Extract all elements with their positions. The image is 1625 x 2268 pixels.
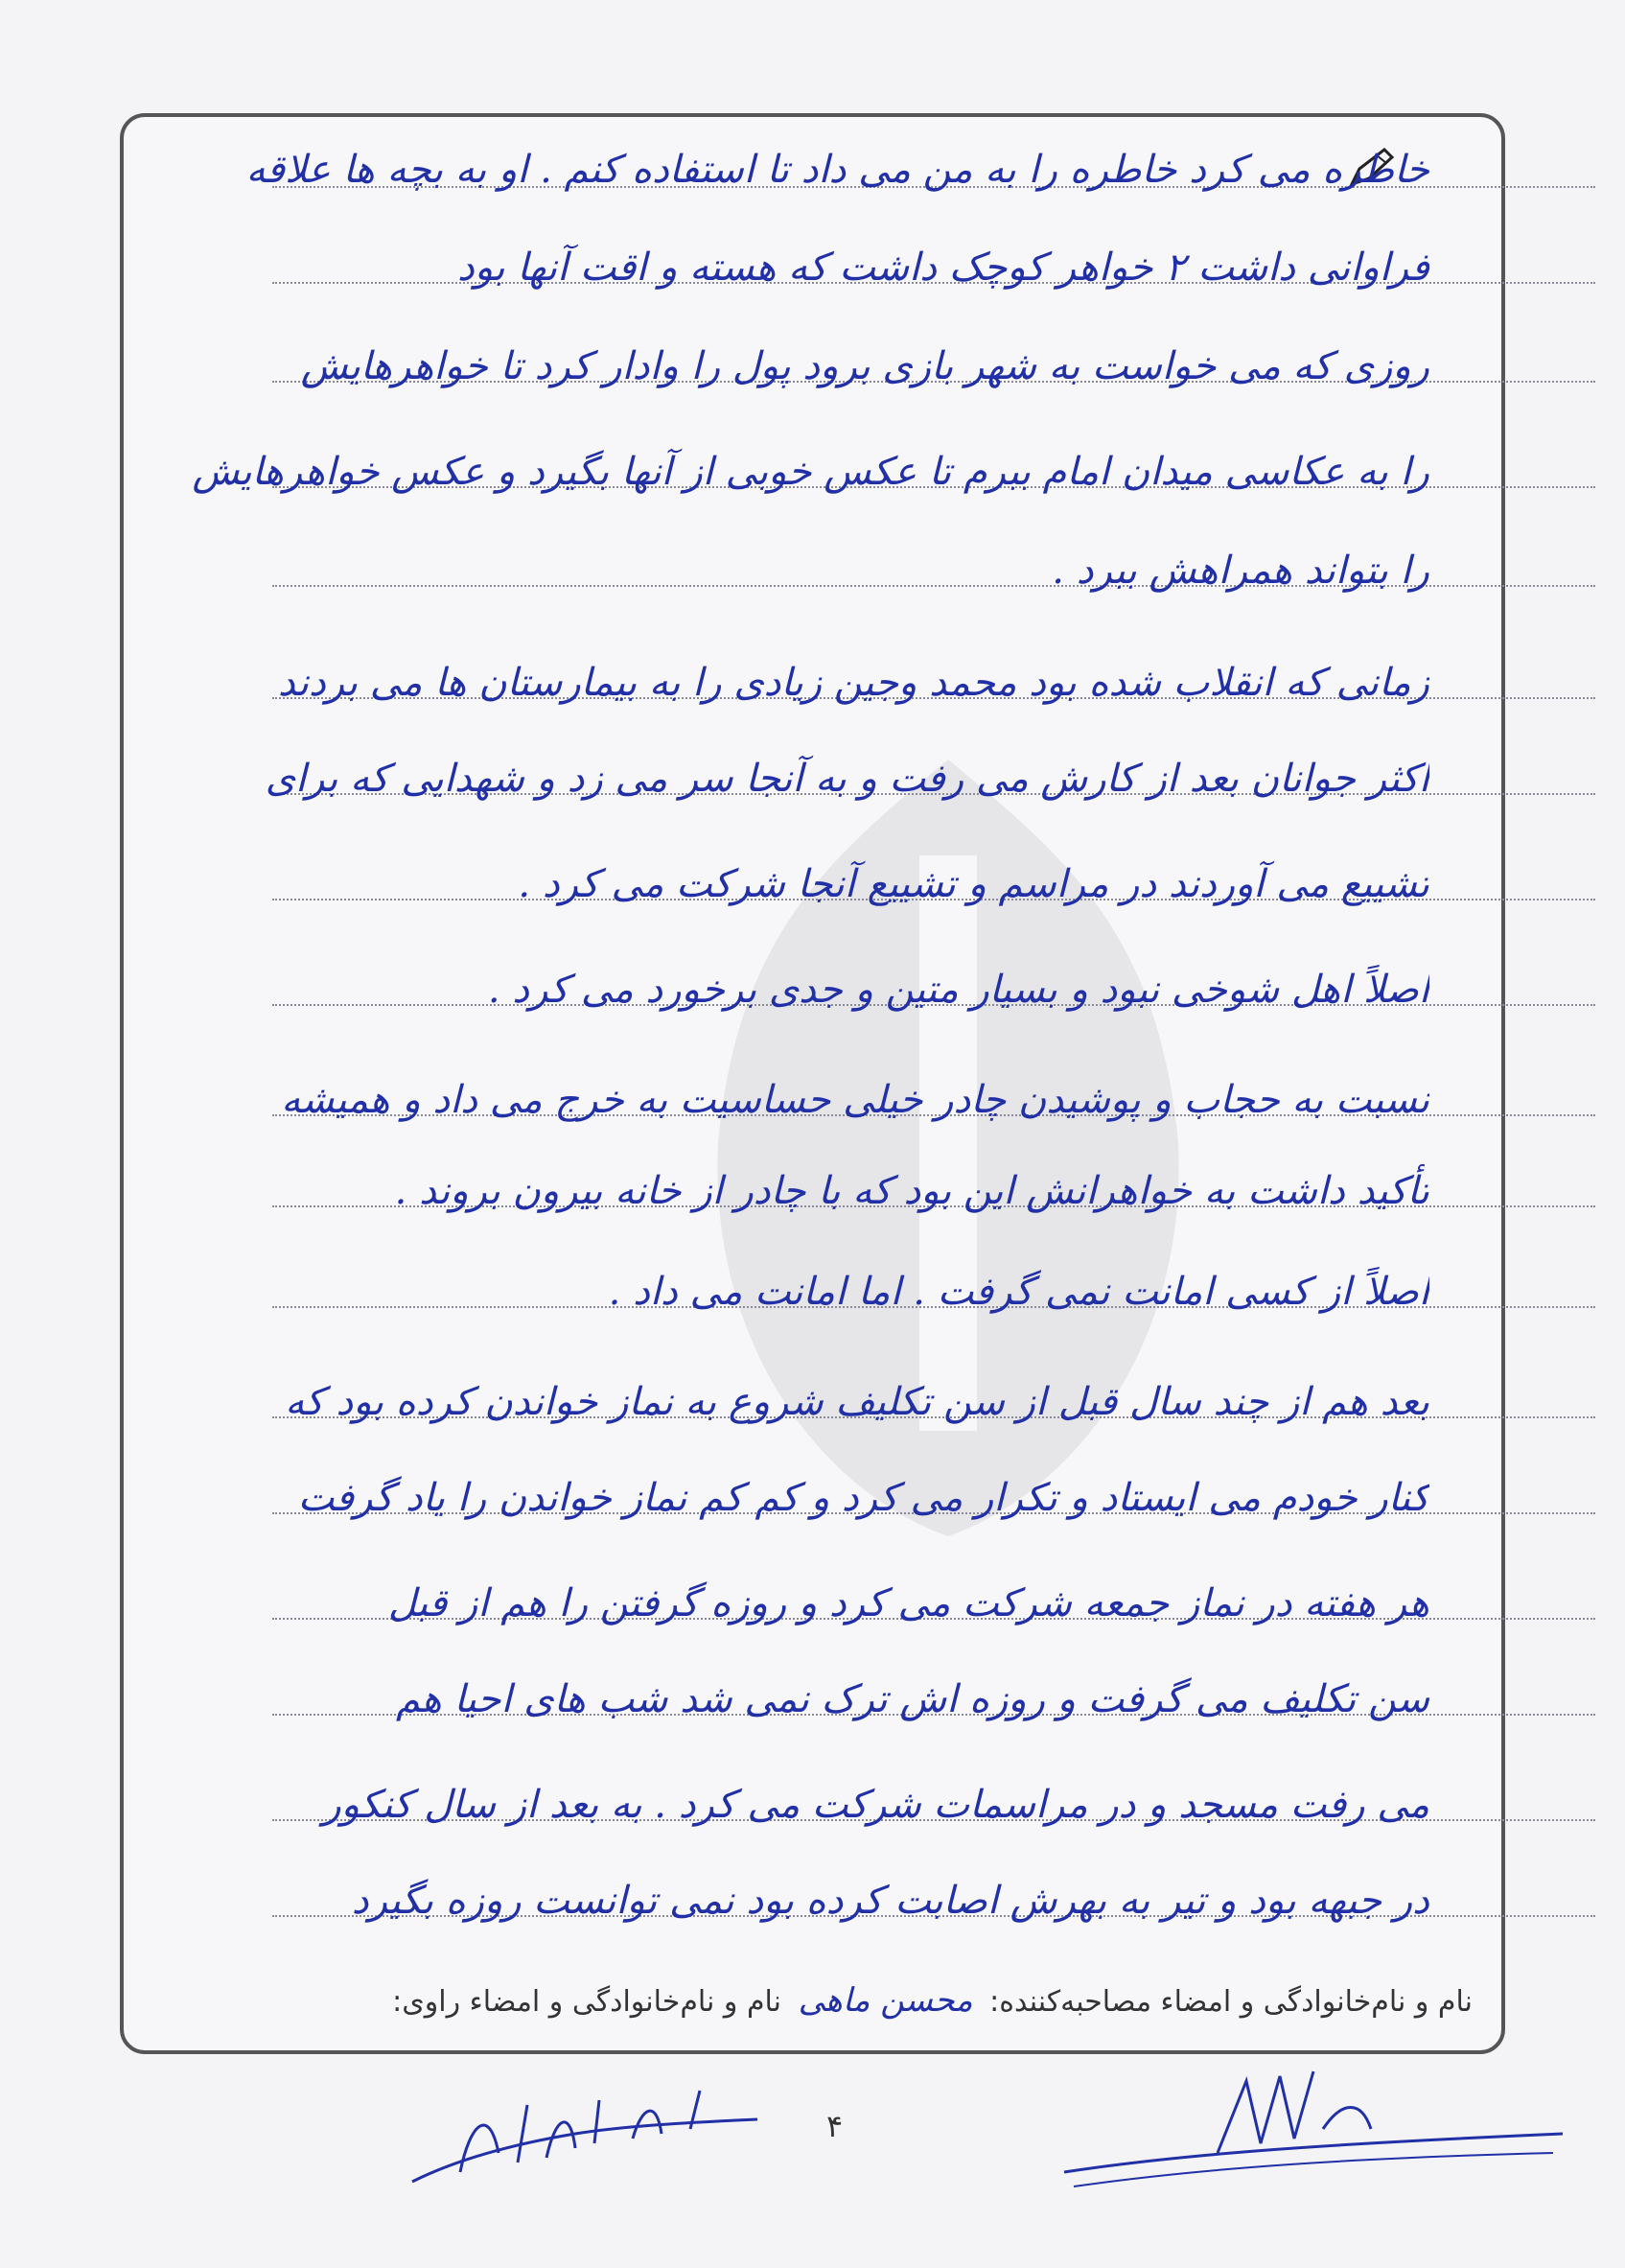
interviewer-label: نام و نام‌خانوادگی و امضاء مصاحبه‌کننده: [989, 1985, 1473, 2019]
handwritten-line: در جبهه بود و تیر به بهرش اصابت کرده بود نمی توانست روزه بگیرد [351, 1879, 1429, 1923]
handwritten-line: تأکید داشت به خواهرانش این بود که با چادر از خانه بیرون بروند . [394, 1169, 1429, 1213]
handwritten-line: هر هفته در نماز جمعه شرکت می کرد و روزه گرفتن را هم از قبل [387, 1581, 1429, 1625]
handwritten-line: را به عکاسی میدان امام ببرم تا عکس خوبی از آنها بگیرد و عکس خواهرهایش [193, 450, 1429, 494]
narrator-label: نام و نام‌خانوادگی و امضاء راوی: [392, 1985, 782, 2019]
handwritten-line: زمانی که انقلاب شده بود محمد وجین زیادی را به بیمارستان ها می بردند [277, 661, 1429, 705]
handwritten-line: سن تکلیف می گرفت و روزه اش ترک نمی شد شب های احیا هم [396, 1677, 1429, 1721]
handwritten-line: بعد هم از چند سال قبل از سن تکلیف شروع به نماز خواندن کرده بود که [285, 1380, 1429, 1424]
handwritten-line: خاطره می کرد خاطره را به من می داد تا استفاده کنم . او به بچه ها علاقه [245, 148, 1429, 192]
handwritten-line: روزی که می خواست به شهر بازی برود پول را وادار کرد تا خواهرهایش [300, 344, 1429, 388]
handwritten-line: را بتواند همراهش ببرد . [1052, 549, 1429, 593]
handwritten-line: اصلاً از کسی امانت نمی گرفت . اما امانت می داد . [608, 1270, 1429, 1314]
page-number: ۴ [826, 2108, 844, 2144]
narrator-signature [403, 2067, 767, 2210]
handwritten-line: کنار خودم می ایستاد و تکرار می کرد و کم کم نماز خواندن را یاد گرفت [297, 1476, 1429, 1520]
page-frame [120, 113, 1505, 2054]
handwritten-line: تشییع می آوردند در مراسم و تشییع آنجا شرکت می کرد . [518, 862, 1429, 906]
handwritten-line: فراوانی داشت ۲ خواهر کوچک داشت که هسته و اقت آنها بود [457, 246, 1429, 290]
handwritten-line: اکثر جوانان بعد از کارش می رفت و به آنجا سر می زد و شهدایی که برای [265, 757, 1429, 801]
handwritten-line: اصلاً اهل شوخی نبود و بسیار متین و جدی برخورد می کرد . [487, 968, 1429, 1012]
handwritten-line: نسبت به حجاب و پوشیدن چادر خیلی حساسیت به خرج می داد و همیشه [281, 1078, 1429, 1122]
form-footer [152, 1972, 1473, 2029]
interviewer-name: محسن ماهی [798, 1981, 973, 2020]
interviewer-signature [1055, 2062, 1572, 2196]
handwritten-line: می رفت مسجد و در مراسمات شرکت می کرد . به بعد از سال کنکور [322, 1783, 1429, 1827]
